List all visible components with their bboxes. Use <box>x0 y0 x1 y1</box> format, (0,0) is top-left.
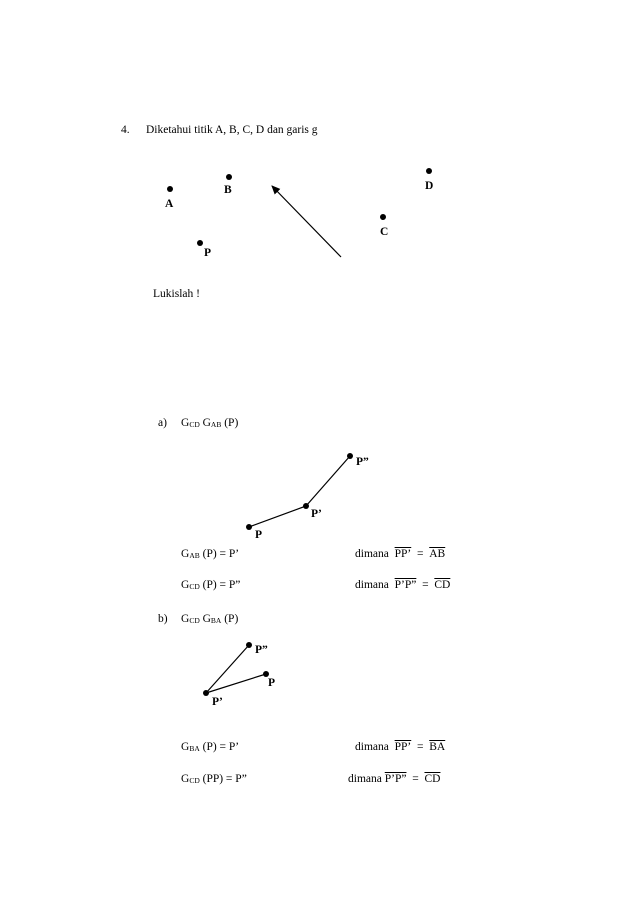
part-b-eq1-right: dimana PP’ = $\overline{BA}$ <box>355 741 446 753</box>
part-b-p-label: P <box>268 677 276 689</box>
part-b-p2-dot <box>246 642 252 648</box>
segment-p-p1-a <box>249 506 306 527</box>
segment-p1-p2-a <box>306 456 350 506</box>
part-b-p1-dot <box>203 690 209 696</box>
problem-statement: Diketahui titik A, B, C, D dan garis g <box>146 124 318 136</box>
part-a-letter: a) <box>158 417 167 429</box>
point-p-dot <box>197 240 203 246</box>
part-b-eq1-left: $G_{BA}$ (P) = P’ <box>181 741 240 753</box>
part-b-p1-label: P’ <box>212 696 223 708</box>
point-d-dot <box>426 168 432 174</box>
part-a-p2-label: P” <box>356 456 369 468</box>
part-a-p1-dot <box>303 503 309 509</box>
instruction: Lukislah ! <box>153 288 200 300</box>
part-a-p1-label: P’ <box>311 508 322 520</box>
point-c-label: C <box>380 226 389 238</box>
part-b-letter: b) <box>158 613 168 625</box>
part-b-expression: $G_{CD}$ $G_{BA}$ (P) <box>181 613 239 625</box>
part-b-p2-label: P” <box>255 644 268 656</box>
point-b-label: B <box>224 184 232 196</box>
part-a-p-dot <box>246 524 252 530</box>
point-c-dot <box>380 214 386 220</box>
part-a-p-label: P <box>255 529 263 541</box>
point-a-label: A <box>165 198 174 210</box>
point-b-dot <box>226 174 232 180</box>
part-a-eq1-right: dimana PP’ = $\overline{AB}$ <box>355 548 446 560</box>
part-a-eq2-right: dimana P’P” = $\overline{CD}$ <box>355 579 451 591</box>
part-b-eq2-right: dimana P’P” = $\overline{CD}$ <box>348 773 441 785</box>
part-a-expression: $G_{CD}$ $G_{AB}$ (P) <box>181 417 239 429</box>
point-a-dot <box>167 186 173 192</box>
part-a-eq2-left: $G_{CD}$ (P) = P” <box>181 579 241 591</box>
problem-number: 4. <box>121 124 130 136</box>
part-b-eq2-left: $G_{CD}$ (PP) = P” <box>181 773 247 785</box>
point-p-label: P <box>204 247 212 259</box>
point-d-label: D <box>425 180 434 192</box>
line-g <box>272 186 341 257</box>
part-a-p2-dot <box>347 453 353 459</box>
part-a-eq1-left: $G_{AB}$ (P) = P’ <box>181 548 240 560</box>
